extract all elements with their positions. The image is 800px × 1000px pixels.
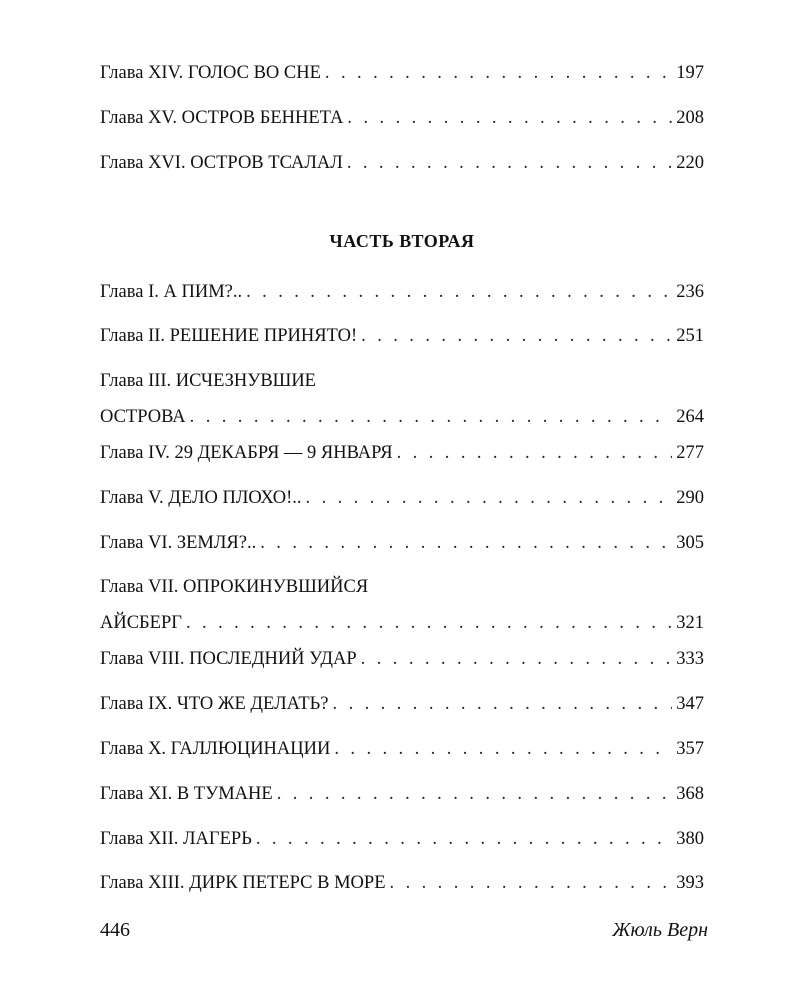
toc-entry-page: 347 [676,694,704,714]
dot-leader [361,648,673,670]
toc-entry-title: Глава XI. В ТУМАНЕ [100,784,273,804]
toc-entry-page: 277 [676,443,704,463]
toc-entry-part2-chapter-12[interactable] [100,828,704,850]
toc-entry-page: 236 [676,282,704,302]
toc-entry-title: Глава XIII. ДИРК ПЕТЕРС В МОРЕ [100,873,386,893]
toc-entry-title-line1: Глава VII. ОПРОКИНУВШИЙСЯ [100,577,369,597]
toc-entry-part2-chapter-13[interactable] [100,872,704,894]
dot-leader [397,442,673,464]
toc-entry-page: 251 [676,326,704,346]
toc-entry-page: 393 [676,873,704,893]
dot-leader [186,612,672,634]
dot-leader [333,693,673,715]
toc-entry-part2-chapter-1[interactable] [100,281,704,303]
toc-entry-title: АЙСБЕРГ [100,613,182,633]
dot-leader [306,487,673,509]
dot-leader [256,828,672,850]
toc-entry-title: Глава VI. ЗЕМЛЯ?.. [100,533,257,553]
toc-entry-page: 305 [676,533,704,553]
toc-entry-page: 368 [676,784,704,804]
toc-entry-chapter-16[interactable] [100,152,704,174]
footer-page-number: 446 [100,919,130,941]
dot-leader [361,325,672,347]
dot-leader [277,783,673,805]
toc-entry-title: Глава XV. ОСТРОВ БЕННЕТА [100,108,344,128]
toc-entry-title: Глава VIII. ПОСЛЕДНИЙ УДАР [100,649,357,669]
toc-entry-title: Глава X. ГАЛЛЮЦИНАЦИИ [100,739,331,759]
toc-entry-page: 264 [676,407,704,427]
toc-entry-page: 197 [676,63,704,83]
dot-leader [390,872,673,894]
toc-entry-title-line1: Глава III. ИСЧЕЗНУВШИЕ [100,371,316,391]
footer-author: Жюль Верн [612,919,708,941]
dot-leader [260,532,672,554]
toc-entry-title: Глава IX. ЧТО ЖЕ ДЕЛАТЬ? [100,694,329,714]
toc-entry-part2-chapter-8[interactable] [100,648,704,670]
dot-leader [190,406,673,428]
toc-entry-page: 333 [676,649,704,669]
toc-entry-part2-chapter-9[interactable] [100,693,704,715]
toc-entry-page: 357 [676,739,704,759]
toc-entry-title: Глава XIV. ГОЛОС ВО СНЕ [100,63,321,83]
toc-entry-title: Глава I. А ПИМ?.. [100,282,243,302]
toc-entry-part2-chapter-3[interactable] [100,370,704,428]
toc-entry-chapter-14[interactable] [100,62,704,84]
toc-entry-title: Глава XII. ЛАГЕРЬ [100,829,252,849]
toc-entry-title: Глава II. РЕШЕНИЕ ПРИНЯТО! [100,326,358,346]
dot-leader [347,107,672,129]
toc-entry-page: 290 [676,488,704,508]
toc-entry-part2-chapter-7[interactable] [100,576,704,634]
part-heading: ЧАСТЬ ВТОРАЯ [329,231,475,251]
dot-leader [246,281,672,303]
dot-leader [334,738,672,760]
toc-page [100,0,708,1000]
dot-leader [325,62,672,84]
toc-entry-title: ОСТРОВА [100,407,186,427]
toc-entry-part2-chapter-10[interactable] [100,738,704,760]
toc-entry-title: Глава XVI. ОСТРОВ ТСАЛАЛ [100,153,343,173]
toc-entry-page: 380 [676,829,704,849]
toc-entry-title: Глава V. ДЕЛО ПЛОХО!.. [100,488,302,508]
toc-entry-part2-chapter-4[interactable] [100,442,704,464]
toc-entry-part2-chapter-5[interactable] [100,487,704,509]
toc-entry-part2-chapter-2[interactable] [100,325,704,347]
toc-entry-part2-chapter-6[interactable] [100,532,704,554]
dot-leader [347,152,672,174]
toc-entry-page: 321 [676,613,704,633]
toc-entry-part2-chapter-11[interactable] [100,783,704,805]
toc-entry-page: 220 [676,153,704,173]
toc-entry-title: Глава IV. 29 ДЕКАБРЯ — 9 ЯНВАРЯ [100,443,393,463]
toc-entry-page: 208 [676,108,704,128]
toc-entry-chapter-15[interactable] [100,107,704,129]
